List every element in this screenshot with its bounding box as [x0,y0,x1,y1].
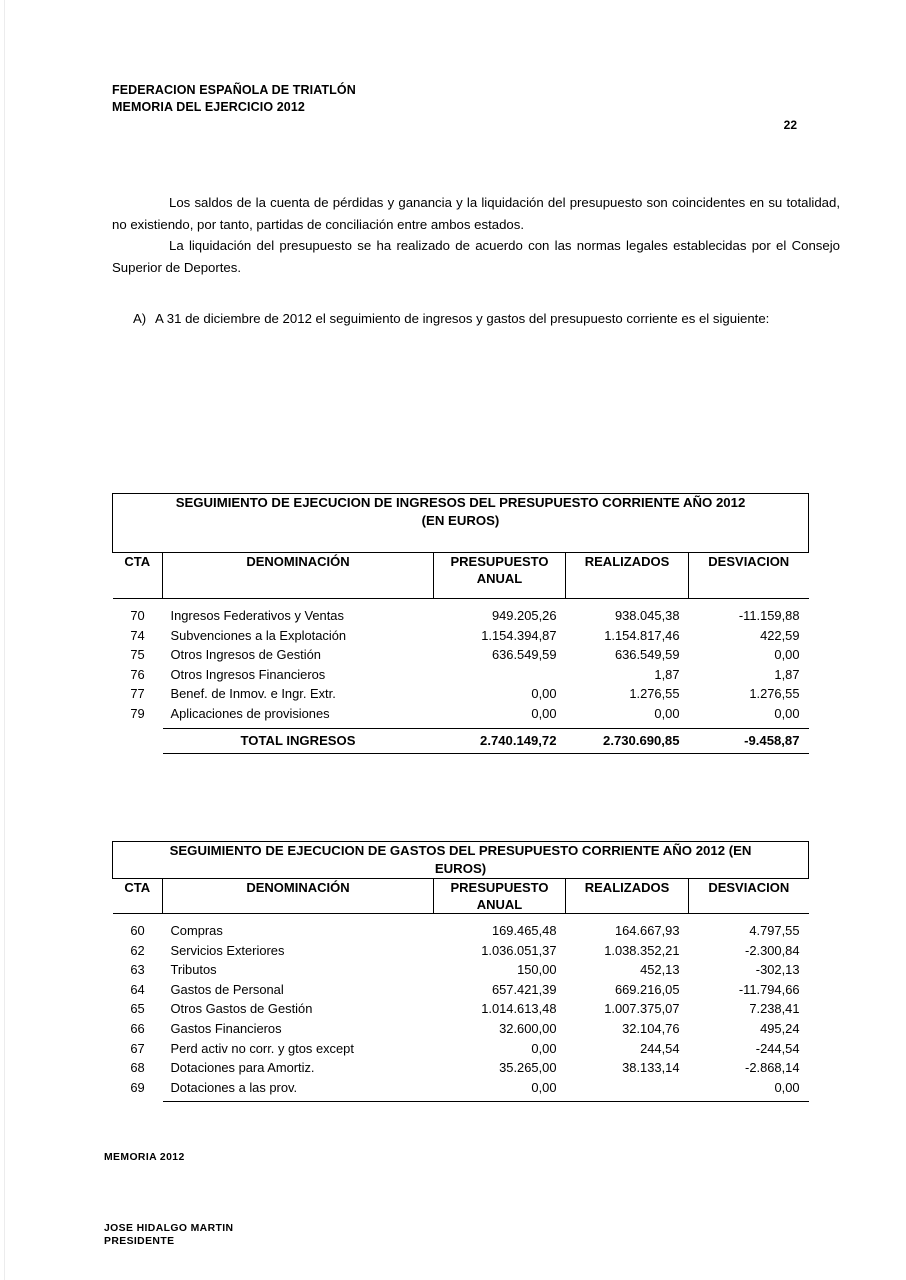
cell-denominacion: Perd activ no corr. y gtos except [170,1040,354,1056]
column-header-realizados: REALIZADOS [566,879,689,914]
table-spacer-row [113,599,809,607]
cell-denominacion: Benef. de Inmov. e Ingr. Extr. [170,686,336,702]
cell-cta: 79 [130,705,145,721]
cell-realizados: 1,87 [654,666,680,682]
page-number: 22 [783,118,797,132]
cell-cta: 60 [130,923,145,938]
rule-cell [163,1097,809,1102]
cell-desviacion: 1.276,55 [749,686,800,702]
table-title-row [113,494,809,553]
cell-presupuesto: 0,00 [531,686,557,702]
cell-realizados: 0,00 [654,705,680,721]
table-title-row [113,842,809,879]
table-row [113,684,809,704]
cell-realizados [566,1078,689,1098]
cell-cta: 69 [130,1079,145,1095]
cell-presupuesto: 169.465,48 [491,923,557,938]
table-row [113,704,809,724]
list-marker: A) [133,311,147,326]
cell-denominacion: Otros Gastos de Gestión [170,1001,313,1017]
footer-signature-block [104,1222,233,1248]
table-row [113,606,809,626]
rule-gap-cell [113,1097,163,1102]
spacer-cell [113,599,809,607]
table-title-line1: SEGUIMIENTO DE EJECUCION DE INGRESOS DEL PRESUPUESTO CORRIENTE AÑO 2012 [175,495,746,510]
table-row [113,960,809,980]
cell-presupuesto: 636.549,59 [491,647,557,663]
rule-cell [163,753,809,758]
cell-total-label: TOTAL INGRESOS [240,732,356,748]
signer-title: PRESIDENTE [104,1236,175,1247]
cell-desviacion: -11.159,88 [738,608,800,623]
paragraph-2: La liquidación del presupuesto se ha realizado de acuerdo con las normas legales establecidas por el Consejo Superior de Deportes. [112,238,840,275]
table-bottom-rule [113,1097,809,1102]
column-header-presupuesto-anual [434,879,566,914]
cell-denominacion: Gastos de Personal [170,981,284,997]
cell-cta: 64 [130,981,145,997]
table-row [113,626,809,646]
table-row [113,1058,809,1078]
cell-denominacion: Aplicaciones de provisiones [170,705,330,721]
cell-cta: 70 [130,608,145,623]
cell-realizados: 1.276,55 [629,686,680,702]
cell-presupuesto: 1.014.613,48 [481,1001,557,1017]
cell-realizados: 669.216,05 [614,981,680,997]
column-header-presupuesto-line1: PRESUPUESTO [450,554,549,569]
table-header-row [113,553,809,599]
cell-desviacion: 1,87 [774,666,800,682]
column-header-presupuesto-line1: PRESUPUESTO [450,880,549,895]
cell-denominacion: Servicios Exteriores [170,942,285,958]
column-header-desviacion: DESVIACION [689,553,809,599]
cell-total-desviacion: -9.458,87 [744,732,800,748]
cell-desviacion: 422,59 [760,627,800,643]
table-title-line2: EUROS) [434,861,487,876]
cell-realizados: 38.133,14 [622,1060,680,1076]
table-seguimiento-ingresos [112,493,809,758]
table-title-ingresos [113,494,809,553]
cell-denominacion: Ingresos Federativos y Ventas [170,608,344,623]
document-header [112,82,356,116]
list-item-text: A 31 de diciembre de 2012 el seguimiento de ingresos y gastos del presupuesto corriente es el siguiente: [155,311,770,326]
cell-presupuesto: 657.421,39 [491,981,557,997]
column-header-denominacion: DENOMINACIÓN [163,553,434,599]
cell-presupuesto: 32.600,00 [499,1020,557,1036]
table-row [113,980,809,1000]
cell-realizados: 1.038.352,21 [604,942,680,958]
column-header-cta: CTA [113,553,163,599]
column-header-cta: CTA [113,879,163,914]
table-row [113,645,809,665]
cell-realizados: 1.007.375,07 [604,1001,680,1017]
cell-presupuesto: 150,00 [517,962,557,978]
cell-desviacion: 0,00 [774,647,800,663]
cell-total-cta [113,728,163,753]
cell-denominacion: Dotaciones a las prov. [170,1079,298,1095]
document-subtitle: MEMORIA DEL EJERCICIO 2012 [112,100,305,114]
table-row [113,999,809,1019]
cell-desviacion: 0,00 [774,705,800,721]
cell-realizados: 244,54 [640,1040,680,1056]
cell-desviacion: -2.300,84 [745,942,800,958]
table-row [113,1078,809,1098]
cell-presupuesto: 1.036.051,37 [481,942,557,958]
cell-desviacion: -11.794,66 [738,981,800,997]
cell-cta: 76 [130,666,145,682]
cell-desviacion: -244,54 [755,1040,800,1056]
cell-cta: 66 [130,1020,145,1036]
table-row [113,665,809,685]
cell-realizados: 636.549,59 [614,647,680,663]
signer-name: JOSE HIDALGO MARTIN [104,1223,234,1234]
column-header-presupuesto-line2: ANUAL [476,897,523,912]
cell-desviacion: 0,00 [774,1079,800,1095]
cell-desviacion: -302,13 [755,962,800,978]
table-total-row [113,728,809,753]
paragraph-1: Los saldos de la cuenta de pérdidas y ganancia y la liquidación del presupuesto son coincidentes en su totalidad, no existiendo, por tanto, partidas de conciliación entre ambos estados. [112,195,840,232]
cell-cta: 77 [130,686,145,702]
cell-desviacion: 7.238,41 [749,1001,800,1017]
cell-presupuesto: 1.154.394,87 [481,627,557,643]
table-total-rule-bottom [113,753,809,758]
cell-realizados: 452,13 [640,962,680,978]
column-header-presupuesto-anual [434,553,566,599]
column-header-realizados: REALIZADOS [566,553,689,599]
rule-gap-cell [113,753,163,758]
cell-realizados: 1.154.817,46 [604,627,680,643]
cell-cta: 75 [130,647,145,663]
cell-denominacion: Otros Ingresos de Gestión [170,647,321,663]
cell-denominacion: Dotaciones para Amortiz. [170,1060,315,1076]
cell-presupuesto: 949.205,26 [491,608,557,623]
cell-total-realizados: 2.730.690,85 [603,732,680,748]
cell-desviacion: 4.797,55 [749,923,800,938]
table-title-line1: SEGUIMIENTO DE EJECUCION DE GASTOS DEL PRESUPUESTO CORRIENTE AÑO 2012 (EN [169,843,752,858]
cell-desviacion: 495,24 [760,1020,800,1036]
cell-presupuesto [434,665,566,685]
cell-cta: 74 [130,627,145,643]
table-row [113,1039,809,1059]
cell-denominacion: Compras [170,923,223,938]
column-header-presupuesto-line2: ANUAL [476,571,523,586]
table-spacer-row [113,914,809,922]
table-row [113,921,809,941]
table-title-gastos [113,842,809,879]
body-paragraphs [112,192,840,278]
footer-memoria-label: MEMORIA 2012 [104,1152,185,1163]
cell-total-presupuesto: 2.740.149,72 [480,732,557,748]
cell-cta: 63 [130,962,145,978]
column-header-denominacion: DENOMINACIÓN [163,879,434,914]
spacer-cell [113,914,809,922]
cell-denominacion: Gastos Financieros [170,1020,282,1036]
cell-presupuesto: 0,00 [531,1079,557,1095]
cell-realizados: 164.667,93 [614,923,680,938]
cell-denominacion: Otros Ingresos Financieros [170,666,326,682]
cell-cta: 65 [130,1001,145,1017]
cell-cta: 62 [130,942,145,958]
cell-presupuesto: 0,00 [531,1040,557,1056]
cell-realizados: 32.104,76 [622,1020,680,1036]
cell-presupuesto: 0,00 [531,705,557,721]
cell-realizados: 938.045,38 [614,608,680,623]
column-header-desviacion: DESVIACION [689,879,809,914]
list-item-a [133,308,870,330]
cell-denominacion: Tributos [170,962,217,978]
table-row [113,941,809,961]
table-title-line2: (EN EUROS) [421,513,500,528]
cell-presupuesto: 35.265,00 [499,1060,557,1076]
cell-desviacion: -2.868,14 [745,1060,800,1076]
table-seguimiento-gastos [112,841,809,1102]
cell-denominacion: Subvenciones a la Explotación [170,627,347,643]
organization-name: FEDERACION ESPAÑOLA DE TRIATLÓN [112,83,356,97]
table-header-row [113,879,809,914]
cell-cta: 68 [130,1060,145,1076]
table-row [113,1019,809,1039]
scan-edge-artifact [4,0,5,1280]
cell-cta: 67 [130,1040,145,1056]
